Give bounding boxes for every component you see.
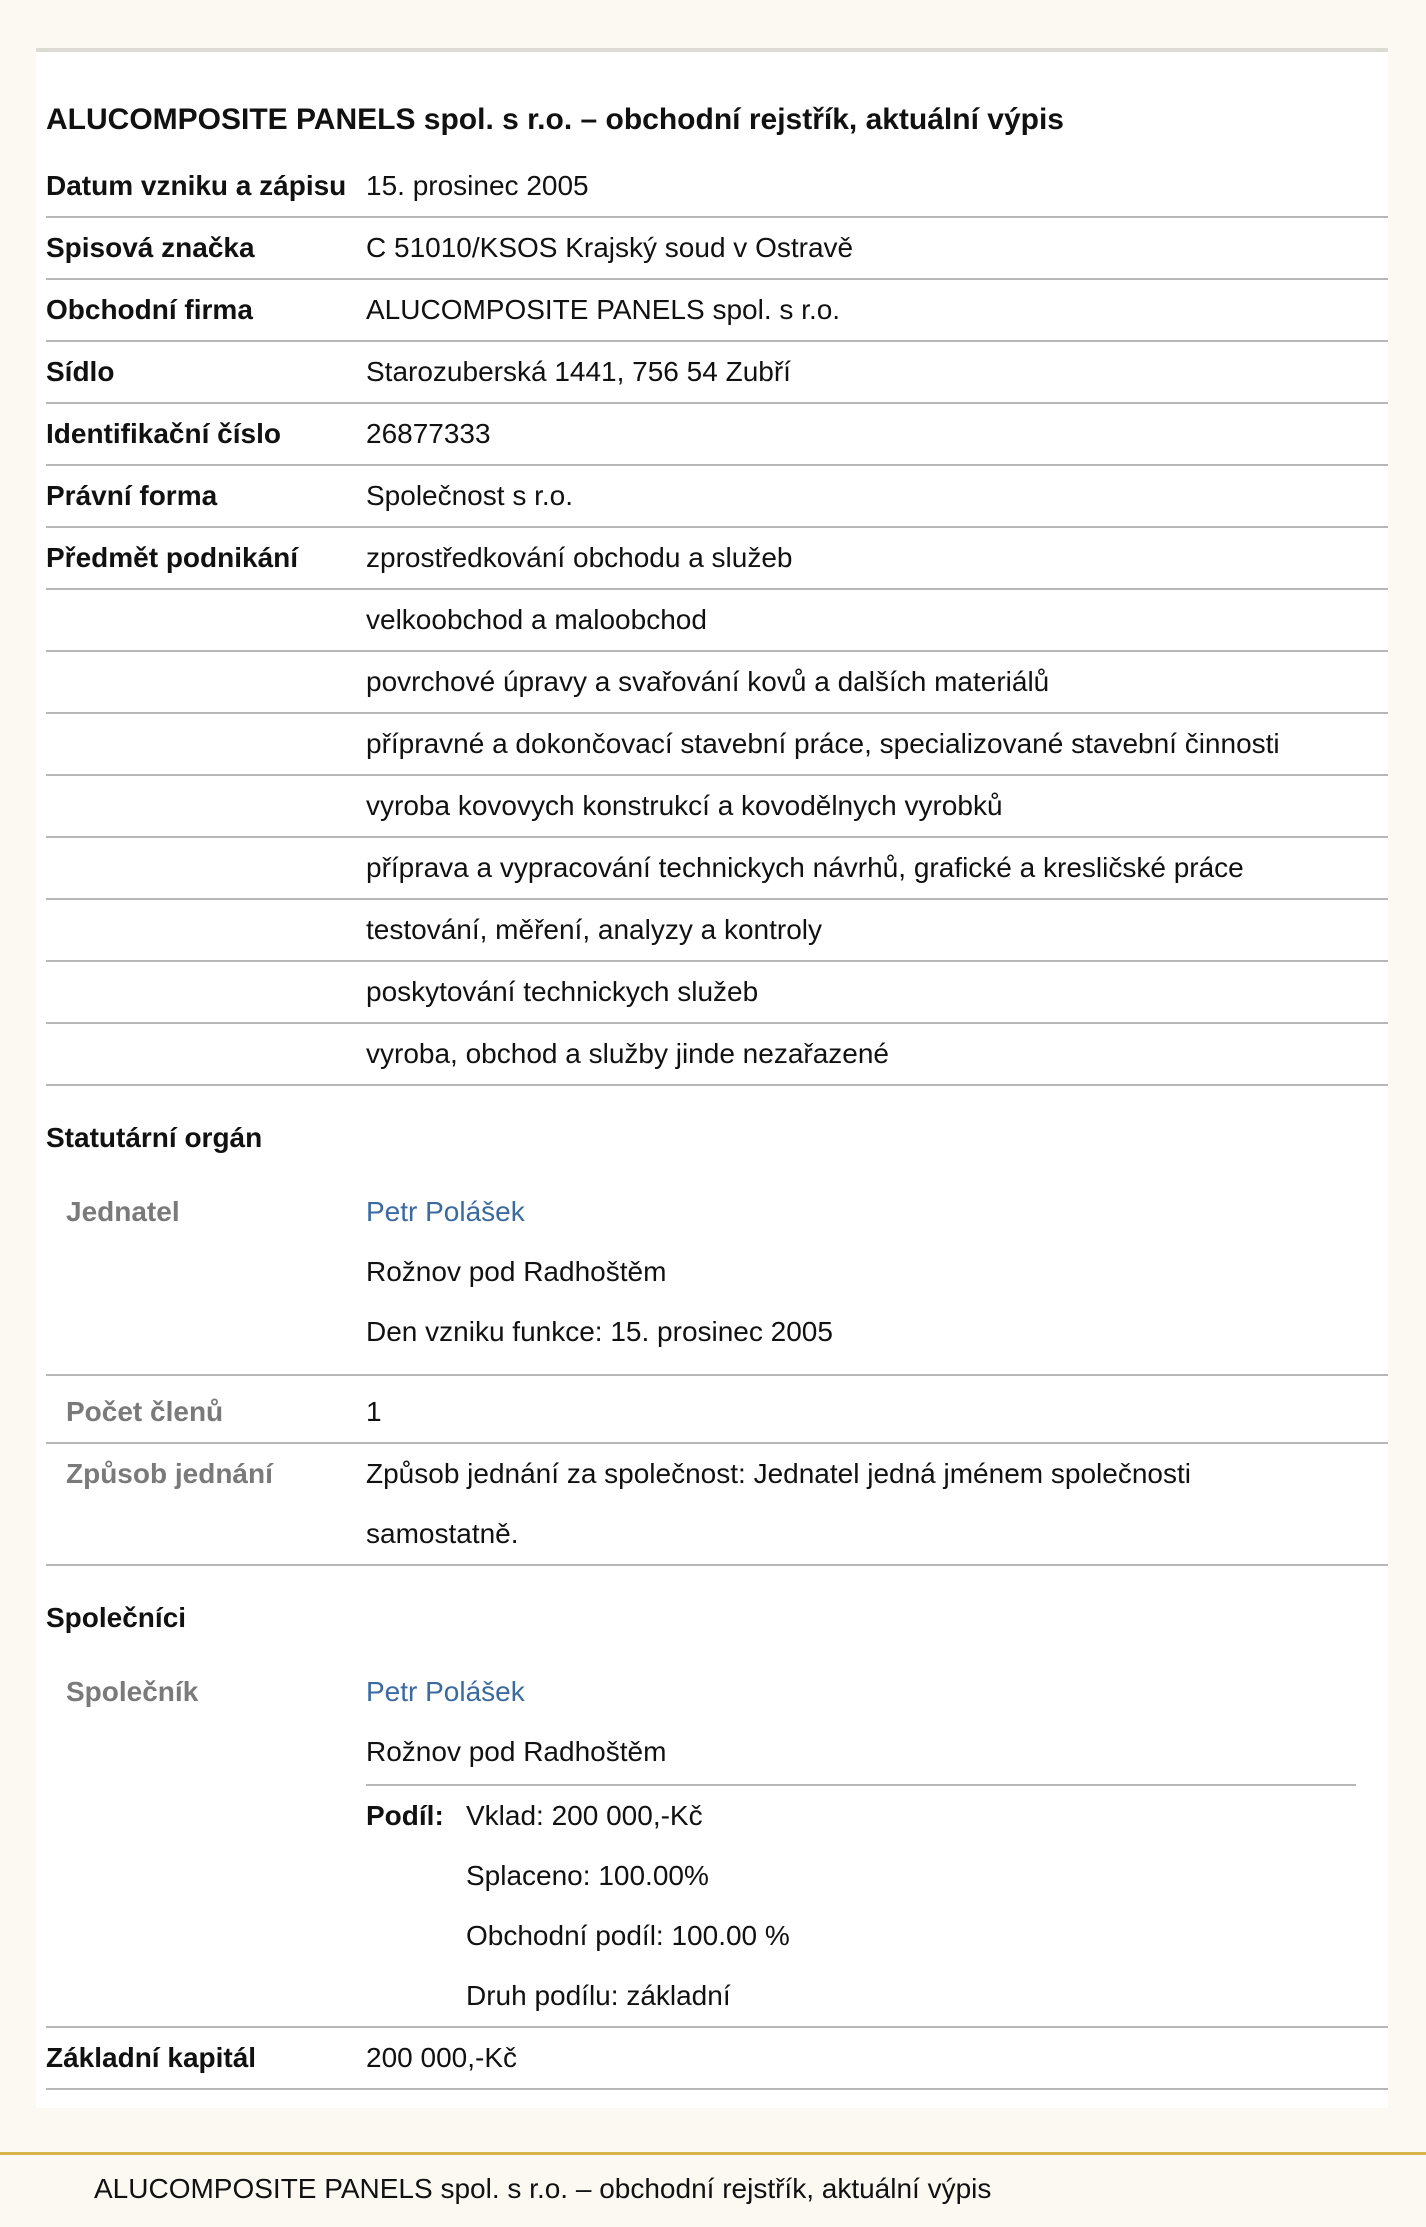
label-zpusob-jednani: Způsob jednání xyxy=(46,1443,366,1565)
predmet-item: zprostředkování obchodu a služeb xyxy=(366,527,1388,589)
value-pocet-clenu: 1 xyxy=(366,1375,1388,1443)
jednatel-info xyxy=(366,1182,1388,1375)
value-spisova-znacka: C 51010/KSOS Krajský soud v Ostravě xyxy=(366,217,1388,279)
row-zakladni-kapital xyxy=(46,2027,1388,2089)
predmet-item: vyroba, obchod a služby jinde nezařazené xyxy=(366,1023,1388,1085)
row-predmet-3 xyxy=(46,713,1388,775)
value-pravni-forma: Společnost s r.o. xyxy=(366,465,1388,527)
row-obchodni-firma xyxy=(46,279,1388,341)
label-spisova-znacka: Spisová značka xyxy=(46,217,366,279)
row-predmet-4 xyxy=(46,775,1388,837)
row-pravni-forma xyxy=(46,465,1388,527)
row-statutarni-title xyxy=(46,1085,1388,1182)
spolecnik-info xyxy=(366,1662,1388,2027)
label-sidlo: Sídlo xyxy=(46,341,366,403)
predmet-item: povrchové úpravy a svařování kovů a dalších materiálů xyxy=(366,651,1388,713)
register-table xyxy=(46,156,1388,2090)
predmet-item: testování, měření, analyzy a kontroly xyxy=(366,899,1388,961)
row-spolecnik xyxy=(46,1662,1388,2027)
jednatel-city: Rožnov pod Radhoštěm xyxy=(366,1256,667,1287)
label-zakladni-kapital: Základní kapitál xyxy=(46,2027,366,2089)
row-jednatel xyxy=(46,1182,1388,1375)
label-datum-vzniku: Datum vzniku a zápisu xyxy=(46,156,366,217)
row-spisova-znacka xyxy=(46,217,1388,279)
value-zpusob-jednani: Způsob jednání za společnost: Jednatel jedná jménem společnosti samostatně. xyxy=(366,1443,1388,1565)
jednatel-name-link[interactable]: Petr Polášek xyxy=(366,1196,525,1227)
footer-text: ALUCOMPOSITE PANELS spol. s r.o. – obchodní rejstřík, aktuální výpis xyxy=(94,2173,992,2204)
row-predmet-6 xyxy=(46,899,1388,961)
podil-label: Podíl: xyxy=(366,1800,444,1831)
row-spolecnici-title xyxy=(46,1565,1388,1662)
podil-obchodni: Obchodní podíl: 100.00 % xyxy=(466,1920,790,1951)
row-predmet-5 xyxy=(46,837,1388,899)
value-ico: 26877333 xyxy=(366,403,1388,465)
predmet-item: velkoobchod a maloobchod xyxy=(366,589,1388,651)
podil-druh: Druh podílu: základní xyxy=(466,1980,731,2011)
register-content xyxy=(36,52,1388,2090)
section-statutarni-organ: Statutární orgán xyxy=(46,1122,263,1153)
label-pocet-clenu: Počet členů xyxy=(46,1375,366,1443)
row-predmet-0 xyxy=(46,527,1388,589)
podil-values xyxy=(466,1786,790,2026)
podil-block xyxy=(366,1784,1356,2026)
row-sidlo xyxy=(46,341,1388,403)
label-predmet-podnikani: Předmět podnikání xyxy=(46,527,366,589)
spolecnik-city: Rožnov pod Radhoštěm xyxy=(366,1736,667,1767)
label-spolecnik: Společník xyxy=(46,1662,366,2027)
jednatel-since: Den vzniku funkce: 15. prosinec 2005 xyxy=(366,1316,833,1347)
podil-splaceno: Splaceno: 100.00% xyxy=(466,1860,709,1891)
predmet-item: příprava a vypracování technickych návrhů, grafické a kresličské práce xyxy=(366,837,1388,899)
value-datum-vzniku: 15. prosinec 2005 xyxy=(366,156,1388,217)
row-pocet-clenu xyxy=(46,1375,1388,1443)
spolecnik-name-link[interactable]: Petr Polášek xyxy=(366,1676,525,1707)
section-spolecnici: Společníci xyxy=(46,1602,187,1633)
label-jednatel: Jednatel xyxy=(46,1182,366,1375)
predmet-item: přípravné a dokončovací stavební práce, specializované stavební činnosti xyxy=(366,713,1388,775)
value-sidlo: Starozuberská 1441, 756 54 Zubří xyxy=(366,341,1388,403)
predmet-item: poskytování technickych služeb xyxy=(366,961,1388,1023)
value-zakladni-kapital: 200 000,-Kč xyxy=(366,2027,1388,2089)
row-predmet-2 xyxy=(46,651,1388,713)
label-ico: Identifikační číslo xyxy=(46,403,366,465)
value-obchodni-firma: ALUCOMPOSITE PANELS spol. s r.o. xyxy=(366,279,1388,341)
footer xyxy=(0,2152,1426,2227)
row-zpusob-jednani xyxy=(46,1443,1388,1565)
podil-vklad: Vklad: 200 000,-Kč xyxy=(466,1800,703,1831)
predmet-item: vyroba kovovych konstrukcí a kovodělnych vyrobků xyxy=(366,775,1388,837)
row-datum-vzniku xyxy=(46,156,1388,217)
label-pravni-forma: Právní forma xyxy=(46,465,366,527)
row-predmet-8 xyxy=(46,1023,1388,1085)
page-title: ALUCOMPOSITE PANELS spol. s r.o. – obchodní rejstřík, aktuální výpis xyxy=(46,103,1064,136)
row-predmet-7 xyxy=(46,961,1388,1023)
row-ico xyxy=(46,403,1388,465)
register-card xyxy=(36,48,1388,2108)
label-obchodni-firma: Obchodní firma xyxy=(46,279,366,341)
row-predmet-1 xyxy=(46,589,1388,651)
